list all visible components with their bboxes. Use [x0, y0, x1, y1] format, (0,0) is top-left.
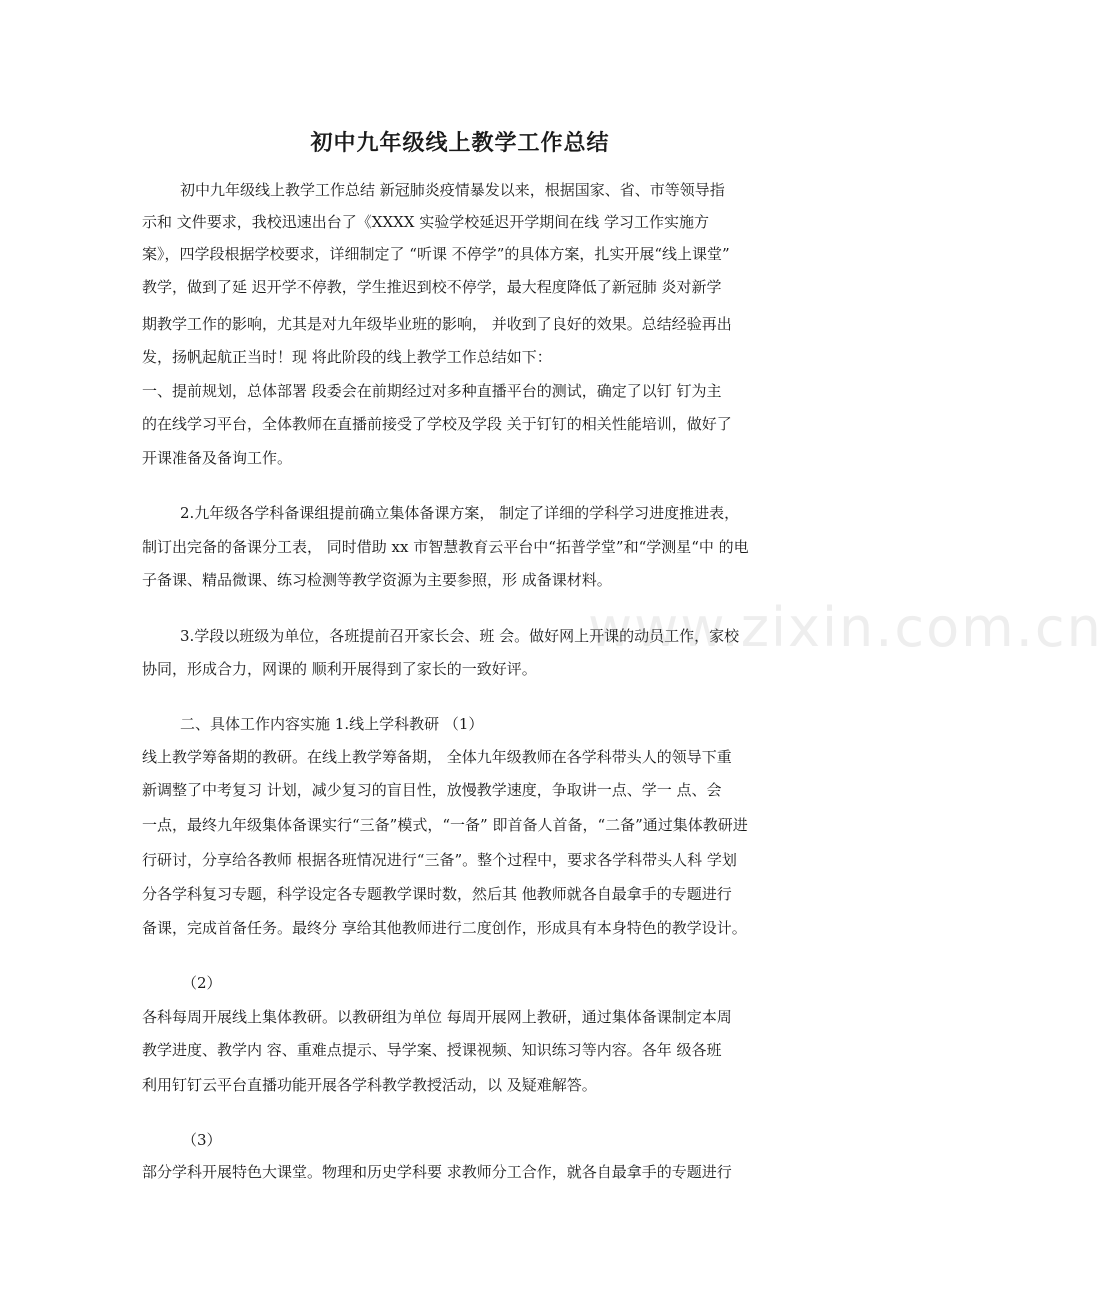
- text-line: 初中九年级线上教学工作总结 新冠肺炎疫情暴发以来，根据国家、省、市等领导指: [180, 181, 725, 199]
- text-line: 案》，四学段根据学校要求，详细制定了 “听课 不停学”的具体方案，扎实开展“线上课堂”: [142, 245, 730, 263]
- text-line: 示和 文件要求，我校迅速出台了《XXXX 实验学校延迟开学期间在线 学习工作实施方: [142, 213, 710, 231]
- text-line: 线上教学筹备期的教研。在线上教学筹备期， 全体九年级教师在各学科带头人的领导下重: [142, 748, 732, 766]
- text-line: 部分学科开展特色大课堂。物理和历史学科要 求教师分工合作，就各自最拿手的专题进行: [142, 1163, 732, 1181]
- text-line: 开课准备及备询工作。: [142, 449, 293, 467]
- text-line: 制订出完备的备课分工表， 同时借助 xx 市智慧教育云平台中“拓普学堂”和“学测星“中 的电: [142, 538, 749, 556]
- text-line: 一点，最终九年级集体备课实行“三备”模式，“一备” 即首备人首备，“二备”通过集体教研进: [142, 816, 748, 834]
- text-line: 分各学科复习专题，科学设定各专题教学课时数，然后其 他教师就各自最拿手的专题进行: [142, 885, 732, 903]
- text-line: （3）: [182, 1131, 222, 1149]
- text-line: 利用钉钉云平台直播功能开展各学科教学教授活动，以 及疑难解答。: [142, 1076, 597, 1094]
- text-line: 期教学工作的影响，尤其是对九年级毕业班的影响， 并收到了良好的效果。总结经验再出: [142, 315, 732, 333]
- text-line: 2.九年级各学科备课组提前确立集体备课方案， 制定了详细的学科学习进度推进表，: [180, 504, 740, 522]
- text-line: 教学，做到了延 迟开学不停教，学生推迟到校不停学，最大程度降低了新冠肺 炎对新学: [142, 278, 722, 296]
- text-line: 各科每周开展线上集体教研。以教研组为单位 每周开展网上教研，通过集体备课制定本周: [142, 1008, 732, 1026]
- text-line: 发，扬帆起航正当时！现 将此阶段的线上教学工作总结如下：: [142, 348, 552, 366]
- text-line: 新调整了中考复习 计划，减少复习的盲目性，放慢教学速度，争取讲一点、学一 点、会: [142, 781, 722, 799]
- text-line: 3.学段以班级为单位，各班提前召开家长会、班 会。做好网上开课的动员工作，家校: [180, 627, 740, 645]
- text-line: 一、提前规划，总体部署 段委会在前期经过对多种直播平台的测试，确定了以钉 钉为主: [142, 382, 722, 400]
- text-line: 行研讨，分享给各教师 根据各班情况进行“三备”。整个过程中，要求各学科带头人科 学划: [142, 851, 737, 869]
- text-line: 教学进度、教学内 容、重难点提示、导学案、授课视频、知识练习等内容。各年 级各班: [142, 1041, 722, 1059]
- text-line: 二、具体工作内容实施 1.线上学科教研 （1）: [180, 715, 484, 733]
- text-line: 子备课、精品微课、练习检测等教学资源为主要参照，形 成备课材料。: [142, 571, 612, 589]
- watermark: www.zixin.com.cn: [588, 596, 1103, 659]
- text-line: 协同，形成合力，网课的 顺利开展得到了家长的一致好评。: [142, 660, 537, 678]
- text-line: 的在线学习平台，全体教师在直播前接受了学校及学段 关于钉钉的相关性能培训，做好了: [142, 415, 732, 433]
- text-line: （2）: [182, 974, 222, 992]
- text-line: 备课，完成首备任务。最终分 享给其他教师进行二度创作，形成具有本身特色的教学设计。: [142, 919, 747, 937]
- document-title: 初中九年级线上教学工作总结: [310, 131, 610, 156]
